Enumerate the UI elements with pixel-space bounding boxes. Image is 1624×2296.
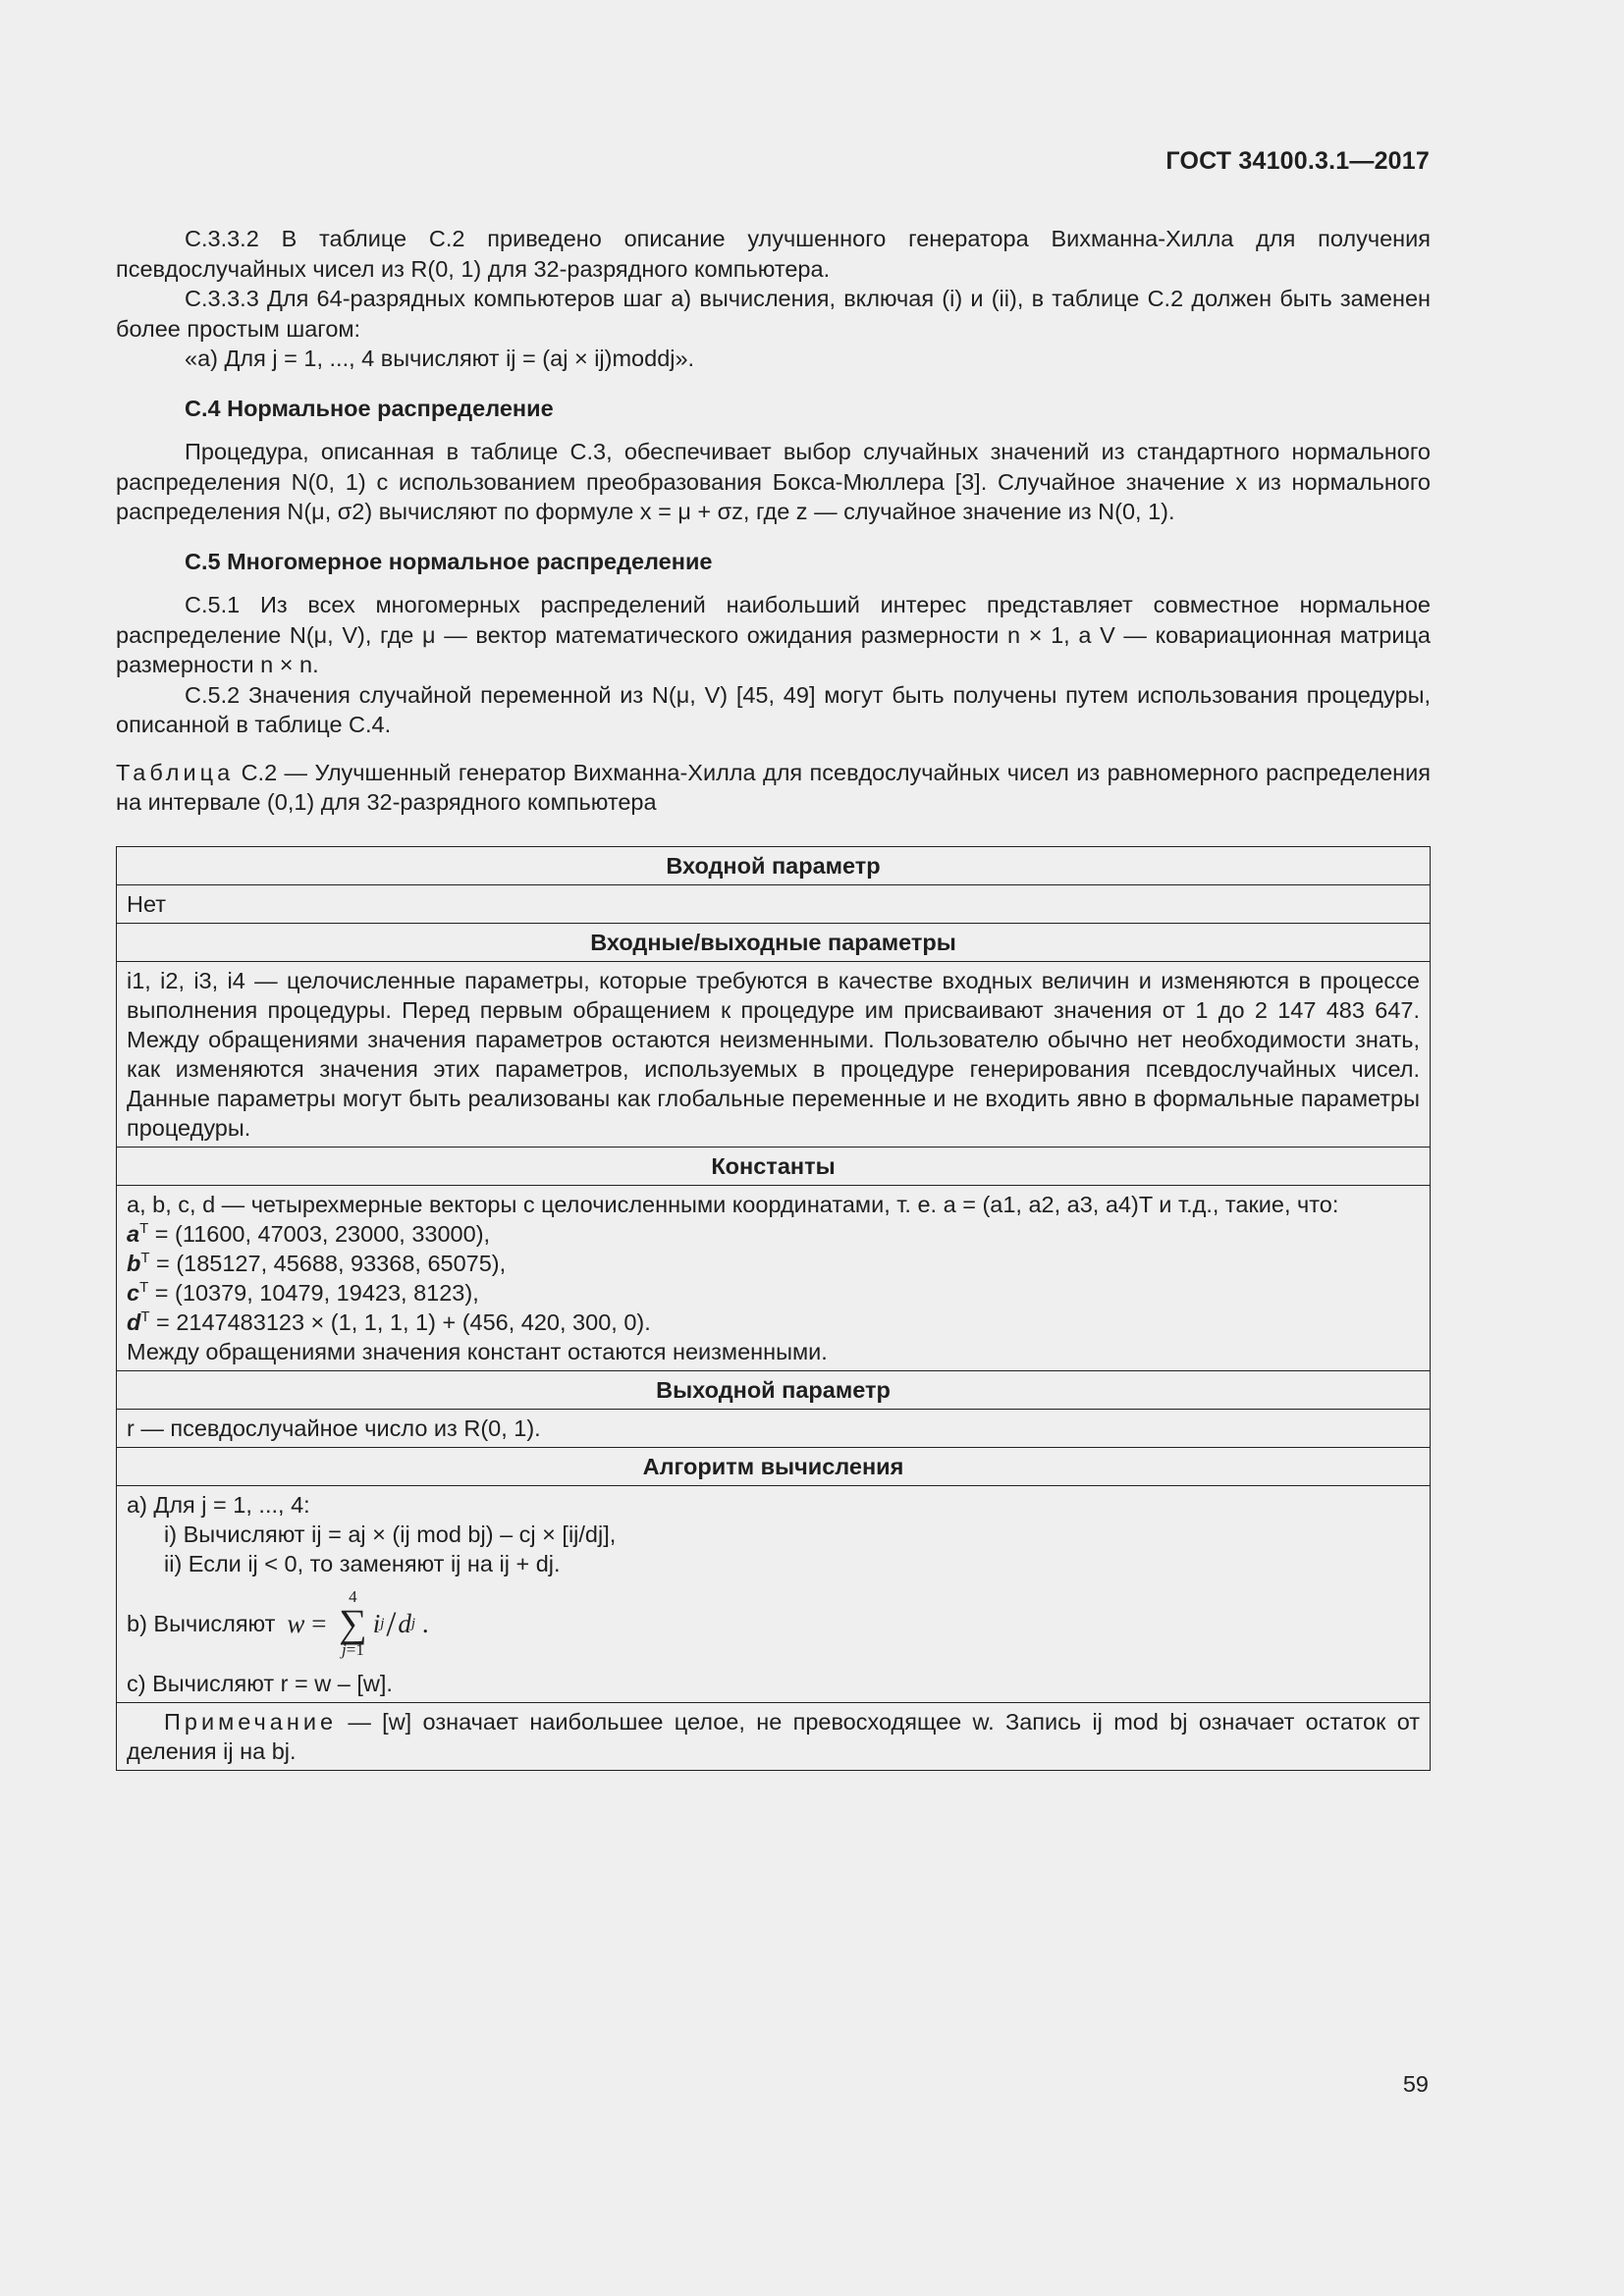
table-c2 <box>116 846 1431 1771</box>
constants-note: Между обращениями значения констант остаются неизменными. <box>127 1338 828 1364</box>
table-header-algorithm: Алгоритм вычисления <box>117 1447 1431 1485</box>
document-code-header: ГОСТ 34100.3.1—2017 <box>1165 147 1430 175</box>
section-title-c4: С.4 Нормальное распределение <box>185 395 554 421</box>
paragraph-c51: С.5.1 Из всех многомерных распределений наибольший интерес представляет совместное нормальное распределение N(μ, V), где μ — вектор математического ожидания размерности n × 1, а V — ковариационная матрица размерности n × n. <box>116 592 1431 677</box>
algorithm-step-a-ii: ii) Если ij < 0, то заменяют ij на ij + dj. <box>164 1550 561 1576</box>
paragraph-c332: C.3.3.2 В таблице С.2 приведено описание улучшенного генератора Вихманна-Хилла для получения псевдослучайных чисел из R(0, 1) для 32-разрядного компьютера. <box>116 226 1431 282</box>
algorithm-step-a-i: i) Вычисляют ij = aj × (ij mod bj) – cj × [ij/dj], <box>164 1521 617 1547</box>
paragraph-c4: Процедура, описанная в таблице С.3, обеспечивает выбор случайных значений из стандартного нормального распределения N(0, 1) с использованием преобразования Бокса-Мюллера [3]. Случайное значение x из нормального распределения N(μ, σ2) вычисляют по формуле x = μ + σz, где z — случайное значение из N(0, 1). <box>116 439 1431 524</box>
table-cell-output: r — псевдослучайное число из R(0, 1). <box>117 1409 1431 1447</box>
constant-b: $b^T = (185127$, 45688, 93368, 65075), <box>127 1249 507 1276</box>
page-body <box>116 224 1431 1771</box>
table-caption-text: С.2 — Улучшенный генератор Вихманна-Хилла для псевдослучайных чисел из равномерного распределения на интервале (0,1) для 32-разрядного компьютера <box>116 759 1432 815</box>
note-label: Примечание <box>164 1708 338 1735</box>
paragraph-c333: С.3.3.3 Для 64-разрядных компьютеров шаг а) вычисления, включая (i) и (ii), в таблице С.2 должен быть заменен более простым шагом: <box>116 286 1431 342</box>
page-number: 59 <box>1402 2071 1429 2097</box>
algorithm-step-a: а) Для j = 1, ..., 4: <box>127 1491 310 1518</box>
algorithm-step-b <box>127 1578 1420 1669</box>
sigma-symbol: 4 ∑ j=1 <box>339 1586 367 1659</box>
table-cell-algorithm <box>117 1485 1431 1702</box>
table-header-constants: Константы <box>117 1147 1431 1185</box>
constant-d: $d^T = 2147483123 \times (1$, 1, 1, 1) + (456, 420, 300, 0). <box>127 1308 651 1335</box>
algorithm-step-c: с) Вычисляют r = w – [w]. <box>127 1670 393 1696</box>
note-text: — [w] означает наибольшее целое, не превосходящее w. Запись ij mod bj означает остаток от деления ij на bj. <box>127 1708 1421 1764</box>
constant-b-values: (185127, 45688, 93368, 65075), <box>176 1250 507 1276</box>
table-caption-label: Таблица <box>116 759 235 785</box>
constant-d-values: 2147483123 × (1, 1, 1, 1) + (456, 420, 300, 0). <box>176 1308 651 1335</box>
table-header-input: Входной параметр <box>117 846 1431 884</box>
constant-a-values: (11600, 47003, 23000, 33000), <box>175 1220 491 1247</box>
table-header-io: Входные/выходные параметры <box>117 923 1431 961</box>
table-cell-input: Нет <box>117 884 1431 923</box>
table-caption <box>116 758 1431 818</box>
table-cell-note <box>117 1702 1431 1770</box>
table-cell-constants <box>117 1185 1431 1370</box>
paragraph-c333-quote: «а) Для j = 1, ..., 4 вычисляют ij = (aj × ij)moddj». <box>185 346 695 371</box>
constant-a: $a^T = (11600$, 47003, 23000, 33000), <box>127 1219 491 1247</box>
constants-intro: a, b, c, d — четырехмерные векторы с целочисленными координатами, т. е. a = (a1, a2, a3, a4)T и т.д., такие, что: <box>127 1191 1339 1217</box>
constant-c: $c^T = (10379$, 10479, 19423, 8123), <box>127 1278 479 1306</box>
sum-formula: w = 4 ∑ j=1 i j / d j . <box>287 1586 429 1659</box>
algorithm-step-b-label: b) Вычисляют <box>127 1610 276 1636</box>
constant-c-values: (10379, 10479, 19423, 8123), <box>175 1279 479 1306</box>
paragraph-c52: С.5.2 Значения случайной переменной из N(μ, V) [45, 49] могут быть получены путем использования процедуры, описанной в таблице С.4. <box>116 681 1431 737</box>
table-cell-io: i1, i2, i3, i4 — целочисленные параметры, которые требуются в качестве входных величин и изменяются в процессе выполнения процедуры. Перед первым обращением к процедуре им присваивают значения от 1 до 2 147 483 647. Между обращениями значения параметров остаются неизменными. Пользователю обычно нет необходимости знать, как изменяются значения этих параметров, используемых в процедуре генерирования псевдослучайных чисел. Данные параметры могут быть реализованы как глобальные переменные и не входить явно в формальные параметры процедуры. <box>117 961 1431 1147</box>
table-header-output: Выходной параметр <box>117 1370 1431 1409</box>
section-title-c5: С.5 Многомерное нормальное распределение <box>185 548 713 574</box>
